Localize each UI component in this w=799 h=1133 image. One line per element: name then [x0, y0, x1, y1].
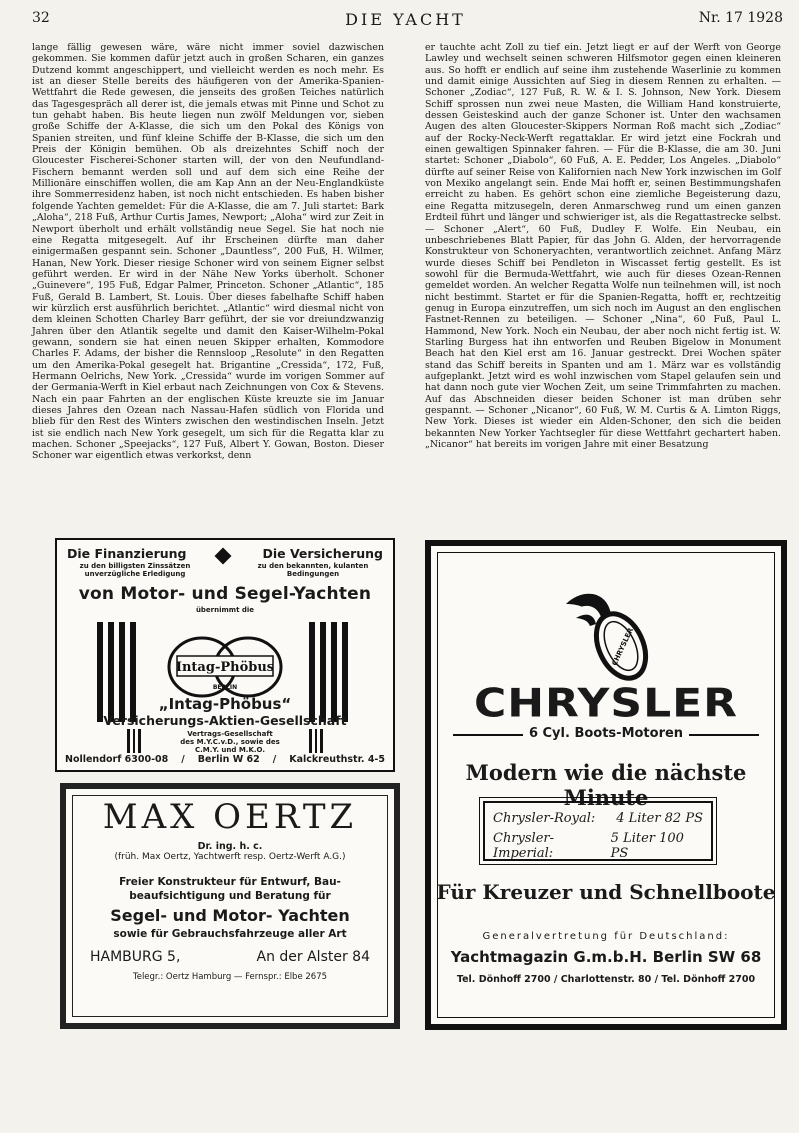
oertz-city: HAMBURG 5, — [90, 949, 181, 965]
intag-phoebus-logo — [167, 636, 283, 698]
chrysler-agency: Generalvertretung für Deutschland: — [482, 931, 730, 942]
model-box — [483, 801, 713, 861]
company-name: „Intag-Phöbus“ — [158, 695, 292, 713]
model-row-royal — [493, 811, 703, 826]
oertz-also: sowie für Gebrauchsfahrzeuge aller Art — [113, 928, 347, 940]
article-text-right: er tauchte acht Zoll zu tief ein. Jetzt liegt er auf der Werft von George Lawley und wechselt seinen schweren Hilfsmotor gegen einen kleineren aus. So hofft er endlich auf seine ihm zustehende Waserlinie zu kommen und damit einige Aussichten auf Sieg in diesem Rennen zu erhalten. — Schoner „Zodiac“, 127 Fuß, R. W. & I. S. Johnson, New York. Diesem Schiff sprossen nun zwei neue Masten, die William Hand konstruierte, dessen Geisteskind auch der ganze Schoner ist. Unter den wachsamen Augen des alten Gloucester-Skippers Norman Roß macht sich „Zodiac“ auf der Rocky-Neck-Werft regattaklar. Er wird jetzt eine Fockrah und einen gewaltigen Spinnaker fahren. — Für die B-Klasse, die am 30. Juni startet: Schoner „Diabolo“, 60 Fuß, A. E. Pedder, Los Angeles. „Diabolo“ dürfte auf seiner Reise von Kalifornien nach New York inzwischen im Golf von Mexiko angelangt sein. Ende Mai hofft er, seinen Bestimmungshafen erreicht zu haben. Es gehört schon eine ziemliche Begeisterung dazu, eine Regatta mitzusegeln, deren Anmarschweg rund um einen ganzen Erdteil führt und länger und schwieriger ist, als die Regattastrecke selbst. — Schoner „Alert“, 60 Fuß, Dudley F. Wolfe. Ein Neubau, ein unbeschriebenes Blatt Papier, für das John G. Alden, der hervorragende Konstrukteur von Schoneryachten, verantwortlich zeichnet. Anfang März wurde dieses Schiff bei Pendleton in Wiscasset fertig gestellt. Es ist sowohl für die Bermuda-Wettfahrt, wie auch für dieses Ozean-Rennen gemeldet worden. An welcher Regatta Wolfe nun teilnehmen will, ist noch nicht bestimmt. Startet er für die Spanien-Regatta, hofft er, rechtzeitig genug in Europa einzutreffen, um sich noch im August an den englischen Fastnet-Rennen zu beteiligen. — Schoner „Nina“, 60 Fuß, Paul L. Hammond, New York. Noch ein Neubau, der aber noch nicht fertig ist. W. Starling Burgess hat ihn entworfen und Reuben Bigelow in Monument Beach hat den Kiel erst am 16. Januar gestreckt. Drei Wochen später stand das Schiff bereits in Spanten und am 1. März war es vollständig aufgeplankt. Jetzt wird es wohl inzwischen vom Stapel gelaufen sein und hat dann noch gute vier Wochen Zeit, um seine Trimmfahrten zu machen. Auf das Abschneiden dieser beiden Schoner ist man drüben sehr gespannt. — Schoner „Nicanor“, 60 Fuß, W. M. Curtis & A. Limton Riggs, New York. Dieses ist wieder ein Alden-Schoner, den sich die beiden bekannten New Yorker Yachtsegler für diese Wettfahrt gechartert haben. „Nicanor“ hat bereits im vorigen Jahre mit einer Besatzung — [425, 42, 781, 451]
insurance-contact: Nollendorf 6300-08 / Berlin W 62 / Kalckreuthstr. 4-5 — [65, 754, 385, 765]
article-left-column — [32, 42, 384, 462]
article-text-left: lange fällig gewesen wäre, wäre nicht immer soviel dazwischen gekommen. Sie kommen dafür jetzt auch in großen Scharen, ein ganzes Dutzend kommt angeschippert, und vielleicht werden es noch mehr. Es ist an dieser Stelle bereits des häufigeren von der Amerika-Spanien-Wettfahrt die Rede gewesen, die jenseits des großen Teiches natürlich das Tagesgespräch all derer ist, die jemals etwas mit Pinne und Schot zu tun gehabt haben. Bis heute liegen nun zwölf Meldungen vor, sieben große Schiffe der A-Klasse, die sich um den Pokal des Königs von Spanien streiten, und fünf kleine Schiffe der B-Klasse, die sich um den Preis der Königin bemühen. Ob als dreizehntes Schiff noch der Gloucester Fischerei-Schoner starten will, der von den Neufundland-Fischern bemannt werden soll und auf dem sich eine Reihe der Millionäre einschiffen wollen, die am Kap Ann an der Neu-Englandküste ihre Sommerresidenz haben, ist noch nicht entschieden. Es haben bisher folgende Yachten gemeldet: Für die A-Klasse, die am 7. Juli startet: Bark „Aloha“, 218 Fuß, Arthur Curtis James, Newport; „Aloha“ wird zur Zeit in Newport überholt und erhält vollständig neue Segel. Sie hat noch nie eine Regatta mitgesegelt. Auf ihr Erscheinen dürfte man daher einigermaßen gespannt sein. Schoner „Dauntless“, 200 Fuß, H. Wilmer, Hanan, New York. Dieser riesige Schoner wird von seinem Eigner selbst geführt werden. Er wird in der Nähe New Yorks überholt. Schoner „Guinevere“, 195 Fuß, Edgar Palmer, Princeton. Schoner „Atlantic“, 185 Fuß, Gerald B. Lambert, St. Louis. Über dieses fabelhafte Schiff haben wir kürzlich erst ausführlich berichtet. „Atlantic“ wird diesmal nicht von dem kleinen Schotten Charley Barr geführt, der sie vor dreiundzwanzig Jahren über den Atlantik segelte und damit den Kaiser-Wilhelm-Pokal gewann, sondern sie hat einen neuen Skipper erhalten, Kommodore Charles F. Adams, der bisher die Rennsloop „Resolute“ in den Regatten um den Amerika-Pokal gesegelt hat. Brigantine „Cressida“, 172, Fuß, Hermann Oelrichs, New York. „Cressida“ wurde im vorigen Sommer auf der Germania-Werft in Kiel erbaut nach Zeichnungen von Cox & Stevens. Nach ein paar Fahrten an der englischen Küste kreuzte sie im Januar dieses Jahres den Ozean nach Nassau-Hafen südlich von Florida und blieb für den Rest des Winters zwischen den westindischen Inseln. Jetzt ist sie endlich nach New York gesegelt, um sich für die Regatta klar zu machen. Schoner „Speejacks“, 127 Fuß, Albert Y. Gowan, Boston. Dieser Schoner war eigentlich etwas verkorkst, denn — [32, 42, 384, 462]
journal-title: DIE YACHT — [345, 10, 466, 29]
page-header — [28, 10, 783, 32]
chrysler-winged-emblem-icon — [536, 584, 666, 694]
chrysler-slogan: Modern wie die nächste Minute — [465, 760, 747, 810]
model-name: Chrysler-Imperial: — [493, 831, 555, 861]
oertz-specialty: Segel- und Motor- Yachten — [110, 906, 350, 925]
model-spec: 5 Liter 100 PS — [610, 831, 684, 861]
article-right-column — [425, 42, 781, 450]
page-number: 32 — [32, 10, 50, 26]
chrysler-brand: CHRYSLER — [473, 680, 739, 727]
logo-city: BERLIN — [212, 684, 238, 691]
logo-text: Intag-Phöbus — [175, 660, 275, 675]
oertz-services: Freier Konstrukteur für Entwurf, Bau- beaufsichtigung und Beratung für — [119, 876, 341, 902]
oertz-name: MAX OERTZ — [102, 797, 358, 837]
oertz-degree: Dr. ing. h. c. — [197, 841, 263, 852]
small-stripes-right — [309, 729, 323, 753]
diamond-icon — [215, 548, 232, 565]
phone: Nollendorf 6300-08 — [65, 754, 169, 765]
oertz-street: An der Alster 84 — [256, 949, 370, 965]
oertz-address — [90, 949, 370, 965]
chrysler-usage: Für Kreuzer und Schnellboote — [436, 880, 776, 904]
oertz-telegram: Telegr.: Oertz Hamburg — Fernspr.: Elbe 2675 — [132, 972, 328, 982]
model-spec: 4 Liter 82 PS — [616, 811, 703, 826]
divider-right — [689, 734, 759, 736]
divider-left — [453, 734, 523, 736]
financing-subtitle: zu den billigsten Zinssätzen unverzügliche Erledigung — [79, 562, 191, 578]
model-row-imperial — [493, 831, 703, 861]
emblem-text: CHRYSLER — [610, 626, 636, 668]
chrysler-advertisement — [425, 540, 787, 1030]
financing-title: Die Finanzierung — [67, 546, 187, 561]
company-type: Versicherungs-Aktien-Gesellschaft — [103, 713, 347, 728]
insurance-subtitle: zu den bekannten, kulanten Bedingungen — [257, 562, 369, 578]
chrysler-company: Yachtmagazin G.m.b.H. Berlin SW 68 — [450, 948, 762, 966]
oertz-former: (früh. Max Oertz, Yachtwerft resp. Oertz-Werft A.G.) — [114, 852, 346, 862]
issue-number: Nr. 17 1928 — [698, 10, 783, 26]
insurance-advertisement — [55, 538, 395, 772]
chrysler-engine: 6 Cyl. Boots-Motoren — [528, 726, 684, 741]
insurance-title: Die Versicherung — [262, 546, 383, 561]
oertz-advertisement — [60, 783, 400, 1029]
takes-over-label: übernimmt die — [195, 606, 255, 614]
ad-headline: von Motor- und Segel-Yachten — [78, 584, 372, 604]
model-name: Chrysler-Royal: — [493, 811, 596, 826]
contract-note: Vertrags-Gesellschaft des M.Y.C.v.D., sowie des C.M.Y. und M.K.O. — [180, 730, 280, 754]
city: Berlin W 62 — [197, 754, 260, 765]
street: Kalckreuthstr. 4-5 — [289, 754, 385, 765]
small-stripes-left — [127, 729, 141, 753]
chrysler-contact: Tel. Dönhoff 2700 / Charlottenstr. 80 / Tel. Dönhoff 2700 — [456, 974, 756, 985]
